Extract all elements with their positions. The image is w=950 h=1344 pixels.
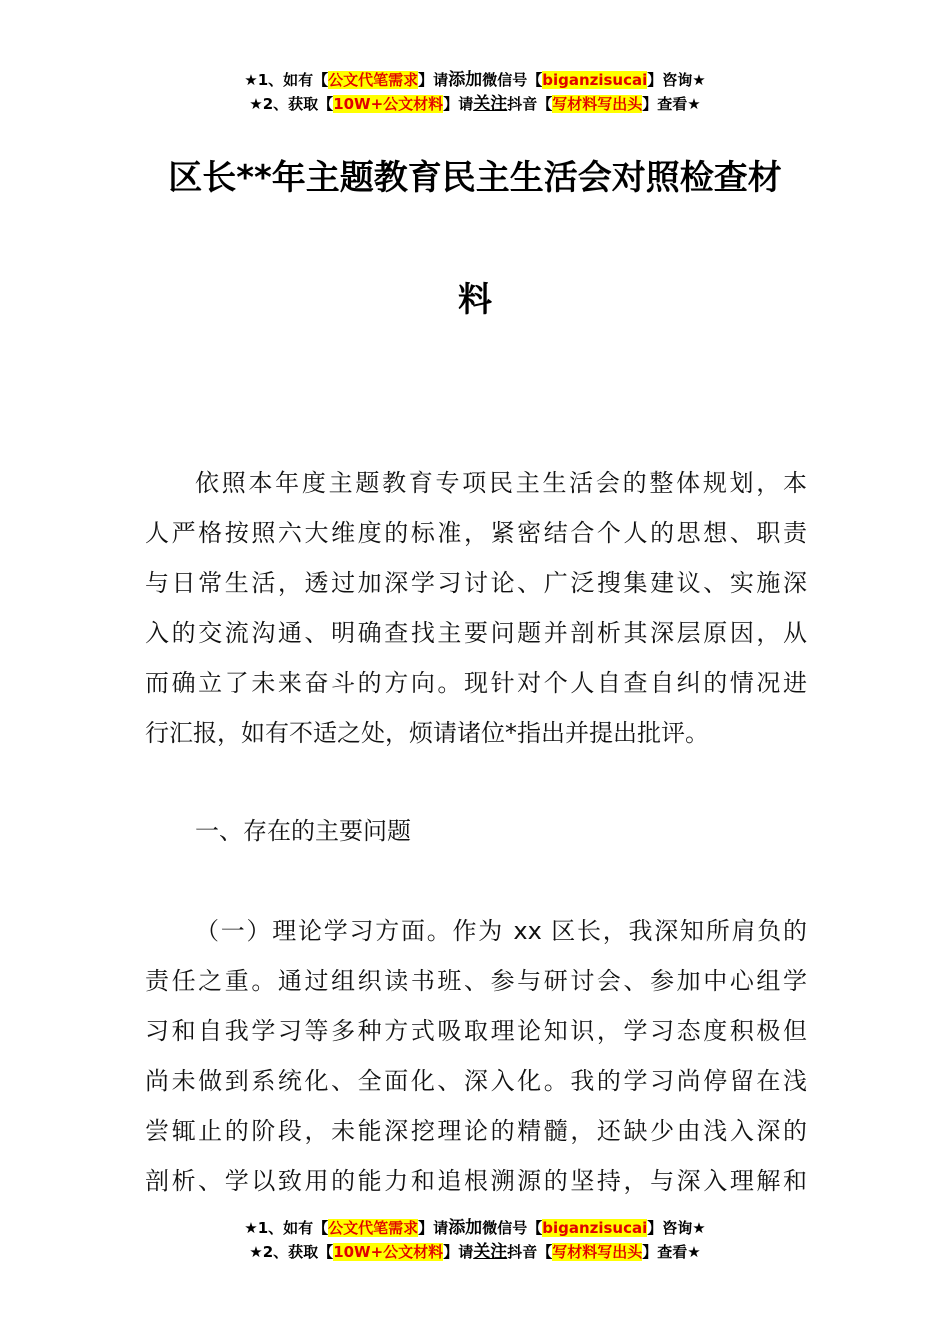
- paragraph-line: 人严格按照六大维度的标准，紧密结合个人的思想、职责: [145, 519, 807, 547]
- promo-text: 微信号【: [482, 71, 543, 89]
- promo-text: 】查看★: [642, 1243, 701, 1261]
- paragraph-line: 剖析、学以致用的能力和追根溯源的坚持，与深入理解和: [145, 1167, 807, 1195]
- promo-emphasis: 关注: [473, 1242, 508, 1262]
- promo-line-1: [0, 68, 950, 92]
- promo-emphasis: 关注: [473, 94, 508, 114]
- intro-paragraph: [145, 458, 807, 758]
- promo-highlight-douyin: 写材料写出头: [552, 1243, 643, 1261]
- paragraph-line: 入的交流沟通、明确查找主要问题并剖析其深层原因，从: [145, 619, 807, 647]
- document-title-line-2: 料: [458, 280, 492, 320]
- promo-text: 】请: [418, 1219, 449, 1237]
- promo-banner-top: [0, 68, 950, 116]
- promo-text: 】查看★: [642, 95, 701, 113]
- paragraph-line: 习和自我学习等多种方式吸取理论知识，学习态度积极但: [145, 1017, 807, 1045]
- promo-banner-bottom: [0, 1216, 950, 1264]
- paragraph-line: 与日常生活，透过加深学习讨论、广泛搜集建议、实施深: [145, 569, 807, 597]
- promo-highlight: 公文代笔需求: [328, 71, 419, 89]
- promo-highlight-wechat: biganzisucai: [542, 1219, 648, 1237]
- promo-text: 抖音【: [507, 1243, 553, 1261]
- promo-line-2: [0, 92, 950, 116]
- promo-text: 】请: [418, 71, 449, 89]
- promo-text: 】咨询★: [647, 1219, 706, 1237]
- promo-text: 】请: [443, 95, 474, 113]
- promo-highlight: 公文代笔需求: [328, 1219, 419, 1237]
- paragraph-line: 而确立了未来奋斗的方向。现针对个人自查自纠的情况进: [145, 669, 807, 697]
- promo-text: 微信号【: [482, 1219, 543, 1237]
- promo-text: 】请: [443, 1243, 474, 1261]
- promo-text: ★2、获取【: [249, 95, 334, 113]
- promo-highlight: 10W+公文材料: [333, 95, 444, 113]
- promo-text: ★1、如有【: [244, 1219, 329, 1237]
- promo-text: 抖音【: [507, 95, 553, 113]
- paragraph-line: 责任之重。通过组织读书班、参与研讨会、参加中心组学: [145, 967, 807, 995]
- paragraph-line: （一）理论学习方面。作为 xx 区长，我深知所肩负的: [195, 917, 807, 945]
- paragraph-line: 依照本年度主题教育专项民主生活会的整体规划，本: [195, 469, 807, 497]
- promo-emphasis: 添加: [448, 70, 483, 90]
- promo-text: 】咨询★: [647, 71, 706, 89]
- paragraph-line: 尚未做到系统化、全面化、深入化。我的学习尚停留在浅: [145, 1067, 807, 1095]
- promo-emphasis: 添加: [448, 1218, 483, 1238]
- section-heading-text: 一、存在的主要问题: [195, 817, 411, 845]
- document-title-line-1: 区长**年主题教育民主生活会对照检查材: [168, 158, 782, 198]
- promo-text: ★2、获取【: [249, 1243, 334, 1261]
- section-heading: [145, 806, 807, 856]
- promo-line-1: [0, 1216, 950, 1240]
- promo-highlight-douyin: 写材料写出头: [552, 95, 643, 113]
- promo-highlight-wechat: biganzisucai: [542, 71, 648, 89]
- theory-paragraph: [145, 906, 807, 1206]
- promo-highlight: 10W+公文材料: [333, 1243, 444, 1261]
- promo-text: ★1、如有【: [244, 71, 329, 89]
- paragraph-line: 尝辄止的阶段，未能深挖理论的精髓，还缺少由浅入深的: [145, 1117, 807, 1145]
- paragraph-line: 行汇报，如有不适之处，烦请诸位*指出并提出批评。: [145, 719, 709, 747]
- promo-line-2: [0, 1240, 950, 1264]
